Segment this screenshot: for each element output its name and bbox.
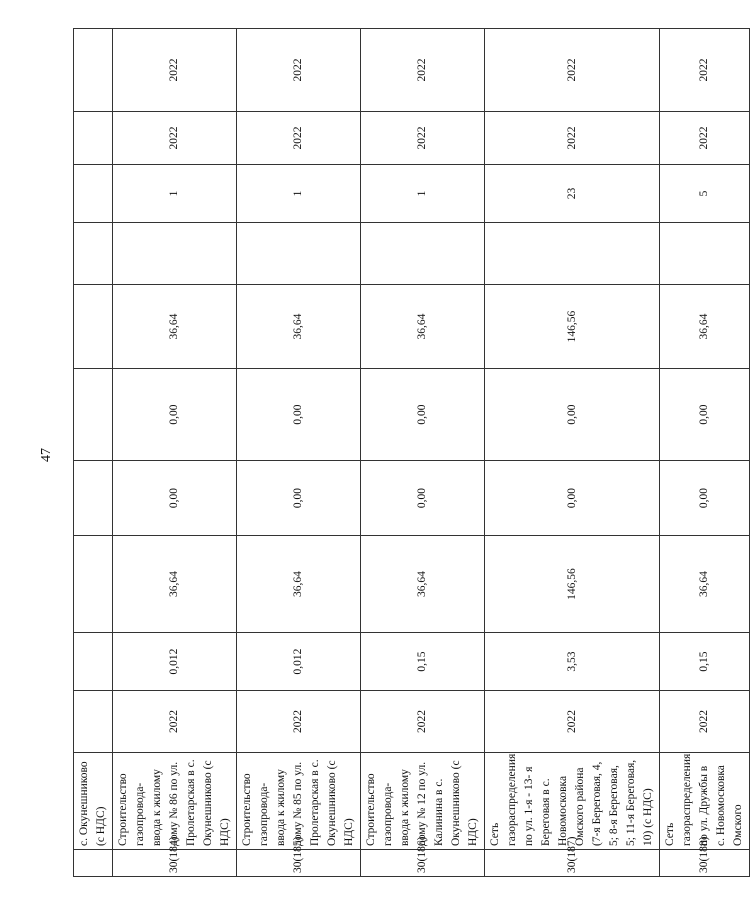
cell-empty	[74, 461, 113, 536]
year-cell: 2022	[237, 691, 361, 753]
start-year-cell: 2022	[361, 112, 485, 165]
end-year-cell: 2022	[361, 29, 485, 112]
value-cell: 36,64	[361, 536, 485, 633]
rotated-table-wrapper	[73, 29, 744, 877]
cell-empty	[74, 112, 113, 165]
row-number: 30(188)	[660, 850, 750, 877]
cell-empty	[237, 223, 361, 285]
end-year-cell: 2022	[485, 29, 660, 112]
row-number: 30(186)	[361, 850, 485, 877]
year-cell: 2022	[660, 691, 750, 753]
cell-empty	[74, 633, 113, 691]
cell-empty	[660, 223, 750, 285]
year-cell: 2022	[361, 691, 485, 753]
start-year-cell: 2022	[660, 112, 750, 165]
object-name: Сеть газораспределения по ул. 1-я - 13- я Береговая в с. Новомосковка Омского района (7-я Береговая, 4, 5; 8-я Береговая, 5; 11-я Береговая, 10) (с НДС)	[485, 753, 660, 850]
table-row	[237, 29, 361, 877]
value-cell: 36,64	[237, 285, 361, 369]
value-cell: 146,56	[485, 536, 660, 633]
cell-empty	[74, 29, 113, 112]
start-year-cell: 2022	[113, 112, 237, 165]
start-year-cell: 2022	[237, 112, 361, 165]
object-name: Строительство газопровода-ввода к жилому дому № 12 по ул. Калинина в с. Окунешниково (с НДС)	[361, 753, 485, 850]
value-cell: 0,00	[113, 369, 237, 461]
value-cell: 0,00	[361, 461, 485, 536]
start-year-cell: 2022	[485, 112, 660, 165]
row-number: 30(187)	[485, 850, 660, 877]
value-cell: 0,00	[660, 369, 750, 461]
object-name: Сеть газораспределения по ул. Дружбы в с. Новомосковка Омского	[660, 753, 750, 850]
end-year-cell: 2022	[113, 29, 237, 112]
value-cell: 0,00	[485, 369, 660, 461]
quantity-cell: 1	[113, 165, 237, 223]
value-cell: 36,64	[113, 536, 237, 633]
value-cell: 0,00	[237, 369, 361, 461]
length-cell: 0,012	[237, 633, 361, 691]
cell-empty	[74, 165, 113, 223]
continuation-name-cell: с. Окунешниково (с НДС)	[74, 753, 113, 850]
table-row-continuation	[74, 29, 113, 877]
length-cell: 0,15	[660, 633, 750, 691]
value-cell: 0,00	[485, 461, 660, 536]
length-cell: 0,012	[113, 633, 237, 691]
quantity-cell: 5	[660, 165, 750, 223]
table-row	[660, 29, 750, 877]
value-cell: 0,00	[660, 461, 750, 536]
value-cell: 146,56	[485, 285, 660, 369]
cell-empty	[74, 691, 113, 753]
cell-empty	[361, 223, 485, 285]
cell-empty	[74, 369, 113, 461]
quantity-cell: 23	[485, 165, 660, 223]
cell-empty	[74, 223, 113, 285]
length-cell: 3,53	[485, 633, 660, 691]
data-table	[73, 28, 750, 877]
value-cell: 36,64	[113, 285, 237, 369]
cell-empty	[74, 850, 113, 877]
quantity-cell: 1	[361, 165, 485, 223]
year-cell: 2022	[485, 691, 660, 753]
value-cell: 0,00	[113, 461, 237, 536]
object-name: Строительство газопровода-ввода к жилому дому № 86 по ул. Пролетарская в с. Окунешниково (с НДС)	[113, 753, 237, 850]
value-cell: 0,00	[361, 369, 485, 461]
cell-empty	[74, 285, 113, 369]
end-year-cell: 2022	[660, 29, 750, 112]
object-name: Строительство газопровода-ввода к жилому дому № 85 по ул. Пролетарская в с. Окунешниково (с НДС)	[237, 753, 361, 850]
value-cell: 36,64	[361, 285, 485, 369]
page-number-text: 47	[39, 448, 54, 462]
row-number: 30(184)	[113, 850, 237, 877]
value-cell: 36,64	[660, 285, 750, 369]
table-row	[485, 29, 660, 877]
quantity-cell: 1	[237, 165, 361, 223]
end-year-cell: 2022	[237, 29, 361, 112]
year-cell: 2022	[113, 691, 237, 753]
value-cell: 36,64	[237, 536, 361, 633]
row-number: 30(185)	[237, 850, 361, 877]
table-row	[361, 29, 485, 877]
table-row	[113, 29, 237, 877]
cell-empty	[113, 223, 237, 285]
length-cell: 0,15	[361, 633, 485, 691]
cell-empty	[74, 536, 113, 633]
cell-empty	[485, 223, 660, 285]
page-number	[37, 440, 57, 470]
value-cell: 0,00	[237, 461, 361, 536]
value-cell: 36,64	[660, 536, 750, 633]
